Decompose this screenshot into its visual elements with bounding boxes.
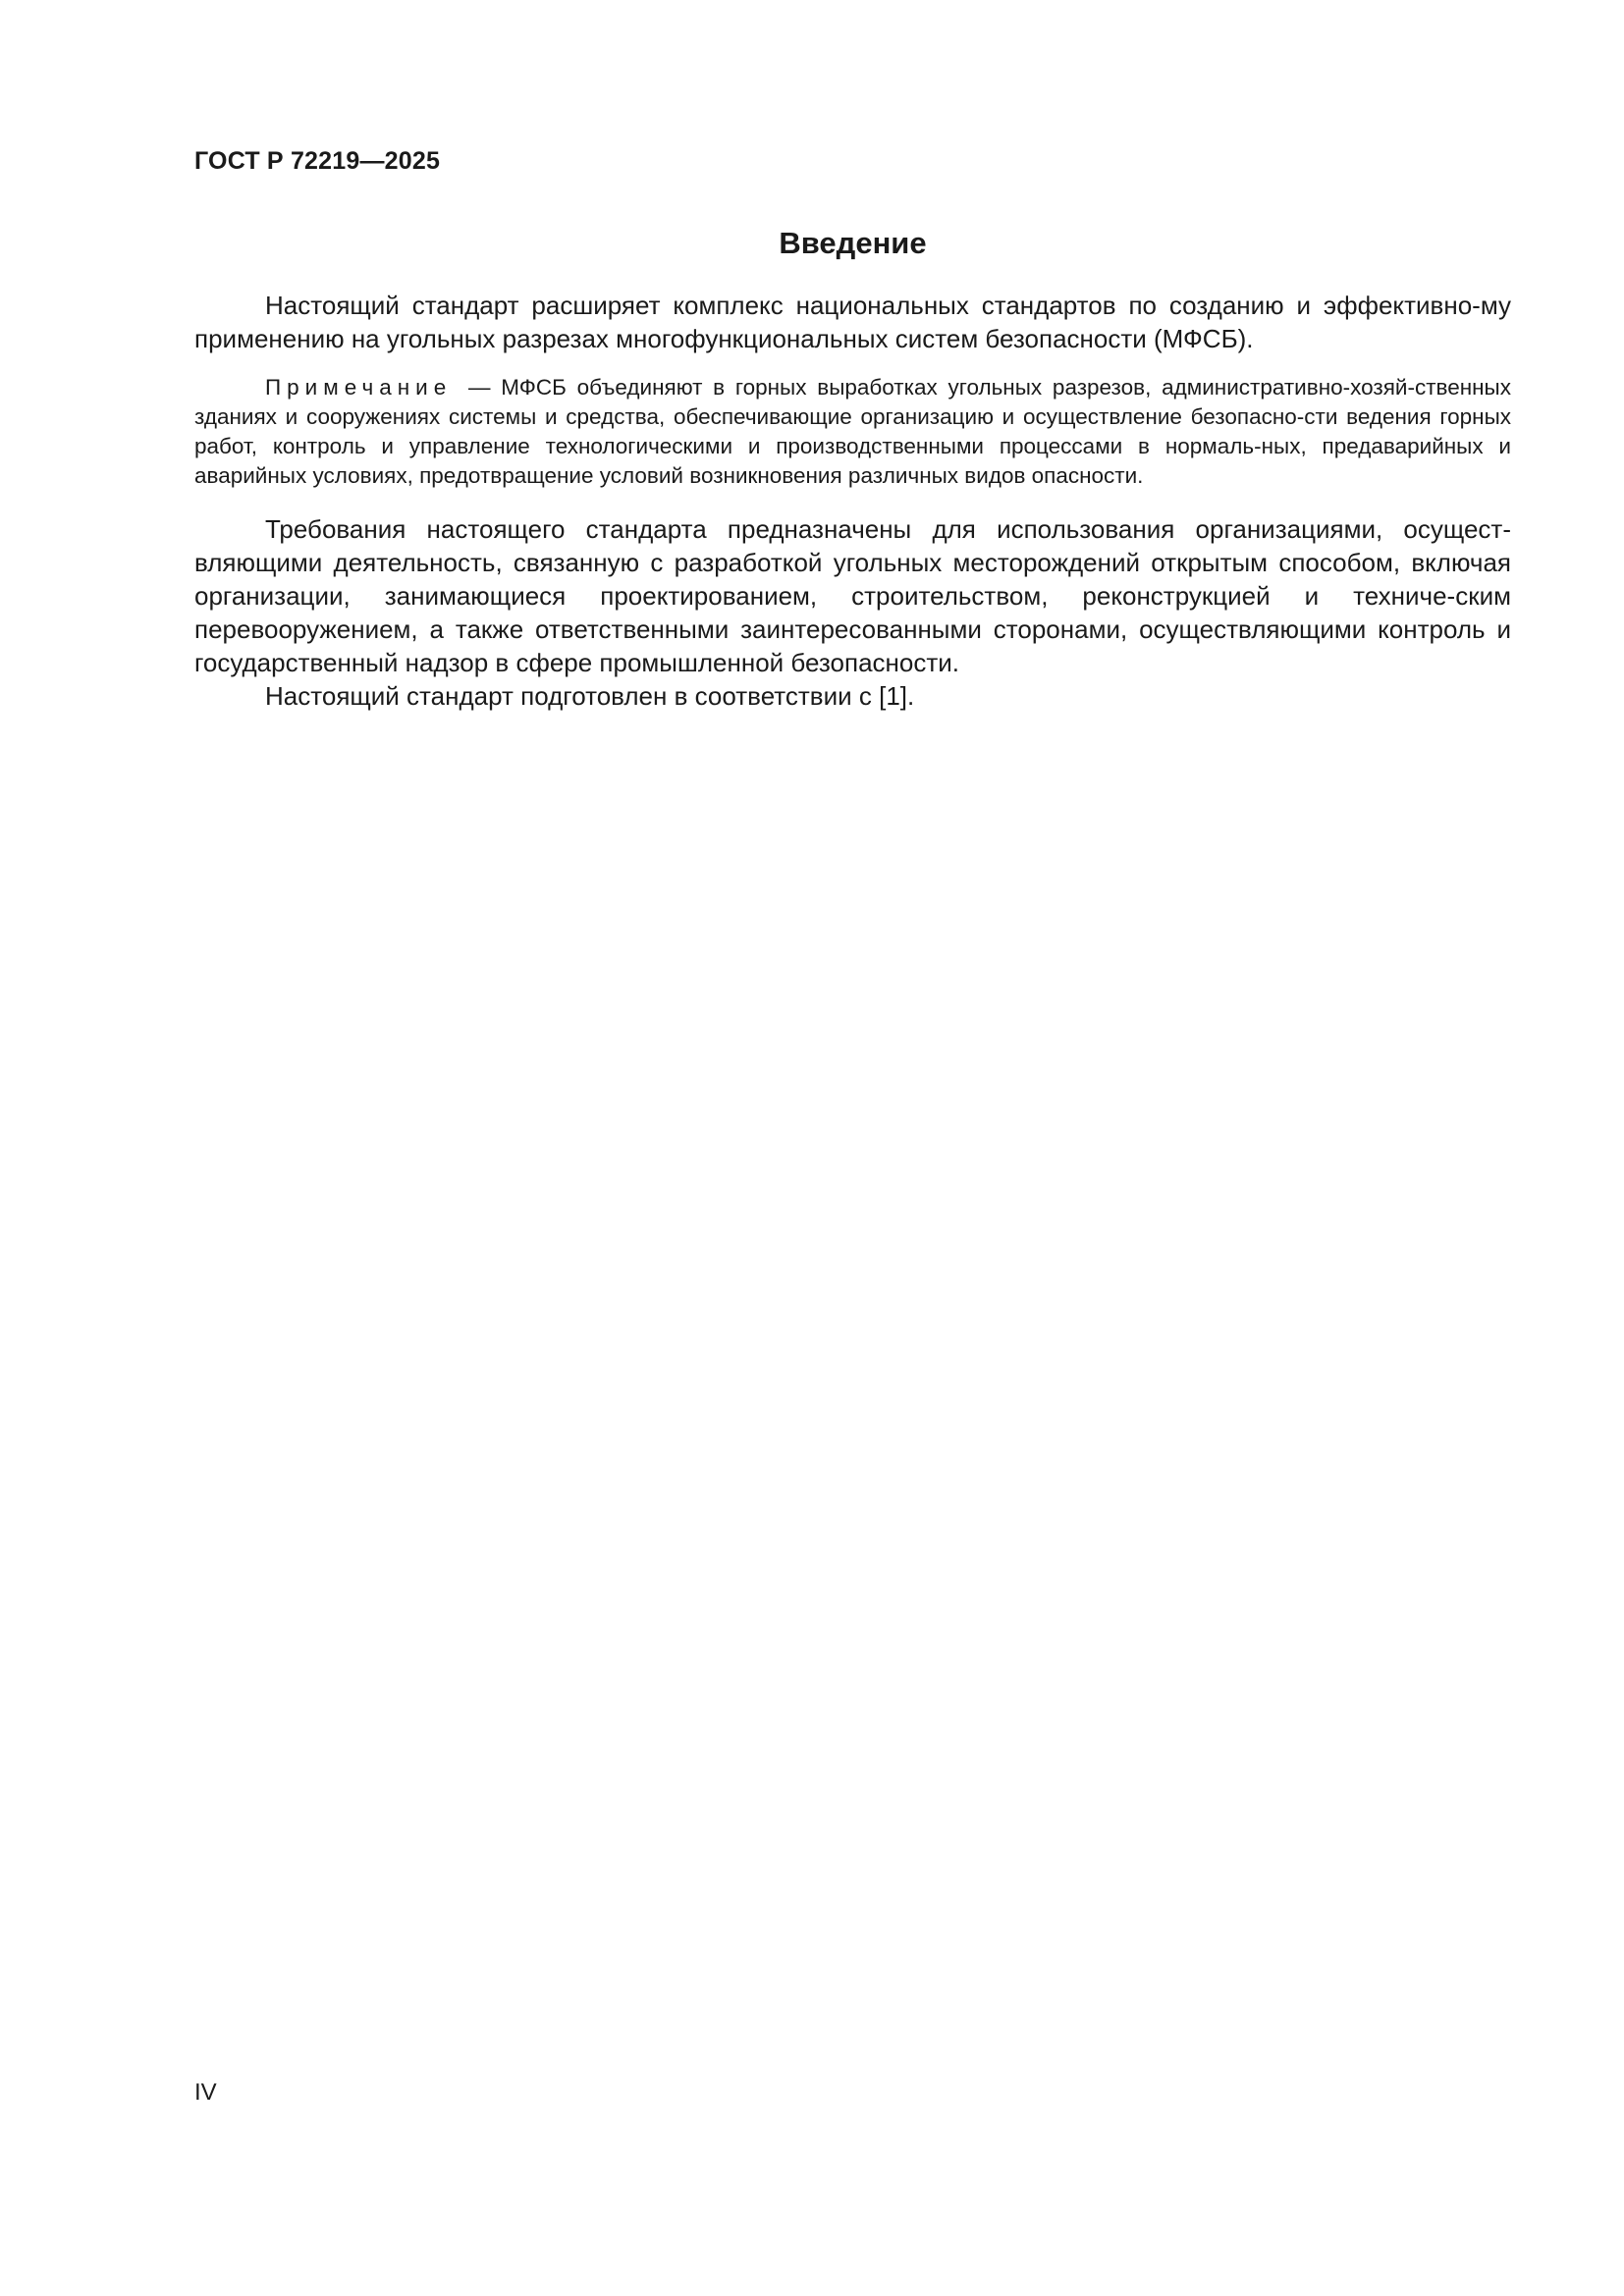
document-code: ГОСТ Р 72219—2025 [194,147,441,175]
note-text: — МФСБ объединяют в горных выработках угольных разрезов, административно-хозяй-ственных зданиях и сооружениях системы и средства, обеспечивающие организацию и осуществление безопасно-сти ведения горных работ, контроль и управление технологическими и производственными процессами в нормаль-ных, предаварийных и аварийных условиях, предотвращение условий возникновения различных видов опасности. [194,375,1511,488]
note-block [194,373,1511,491]
intro-paragraph-3: Настоящий стандарт подготовлен в соответствии с [1]. [265,681,915,711]
intro-paragraph-1: Настоящий стандарт расширяет комплекс национальных стандартов по созданию и эффективно-му применению на угольных разрезах многофункциональных систем безопасности (МФСБ). [194,291,1511,353]
introduction-section [194,220,1511,713]
intro-paragraph-2: Требования настоящего стандарта предназначены для использования организациями, осущест-вляющими деятельность, связанную с разработкой угольных месторождений открытым способом, включая организации, занимающиеся проектированием, строительством, реконструкцией и техниче-ским перевооружением, а также ответственными заинтересованными сторонами, осуществляющими контроль и государственный надзор в сфере промышленной безопасности. [194,514,1511,677]
note-label: Примечание [265,375,453,400]
section-title: Введение [779,226,927,260]
page-number: IV [194,2079,217,2106]
